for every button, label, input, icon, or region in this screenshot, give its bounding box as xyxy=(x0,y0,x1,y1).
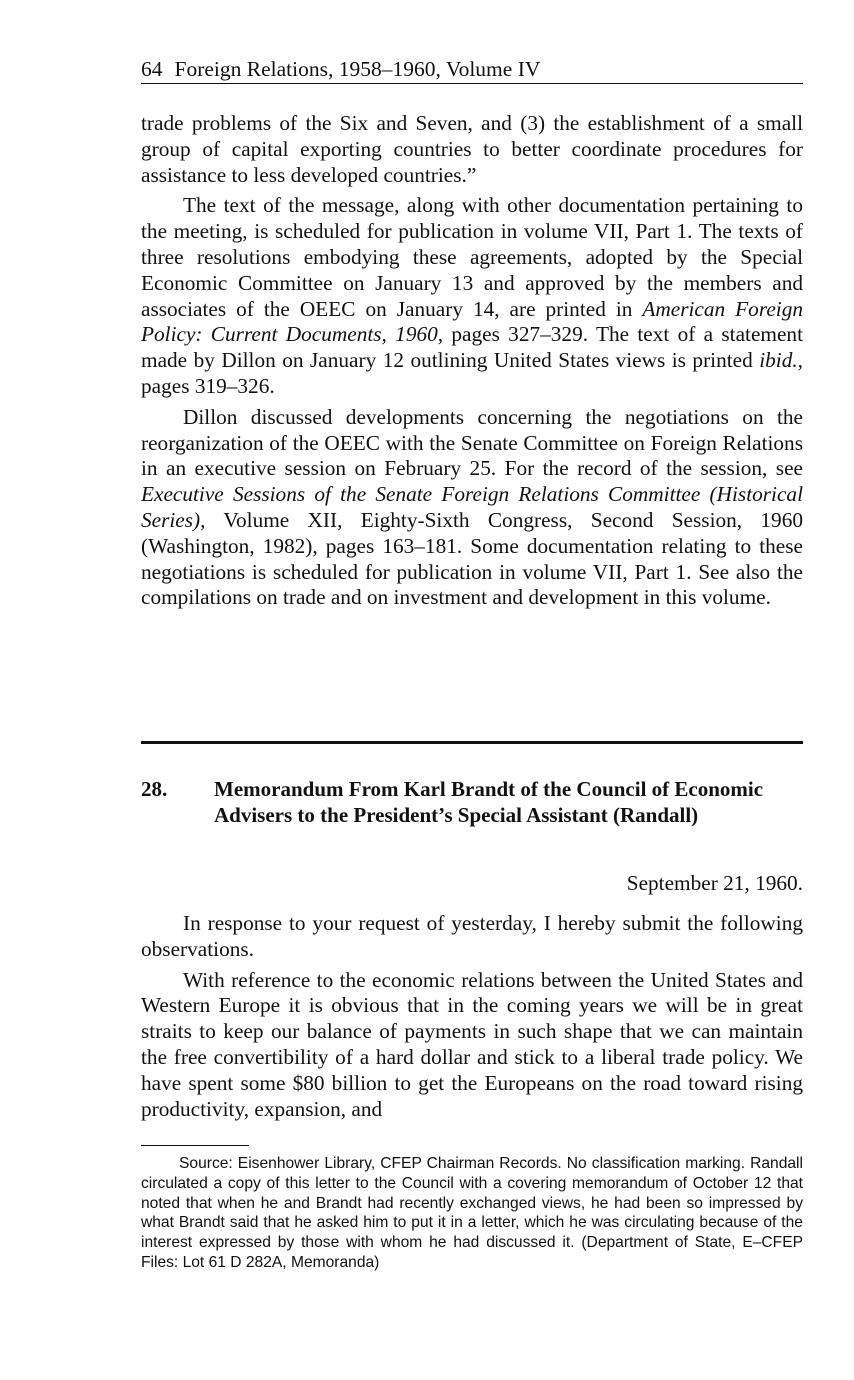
document-number: 28. xyxy=(141,777,168,801)
italic-title: Executive Sessions of the Senate Foreign Relations Committee (Historical Series), xyxy=(141,482,803,532)
running-header xyxy=(141,56,803,84)
paragraph-text: pages 319–326. xyxy=(141,373,275,398)
section-divider xyxy=(141,741,803,744)
footnote-rule xyxy=(141,1145,249,1146)
document-date: September 21, 1960. xyxy=(626,871,803,895)
paragraph-response: In response to your request of yesterday, I hereby submit the following observations. xyxy=(141,911,803,961)
document-title: Memorandum From Karl Brandt of the Council of Economic Advisers to the President’s Special Assistant (Randall) xyxy=(214,777,764,827)
page-number: 64 xyxy=(141,57,163,81)
italic-title: American Foreign Policy: Current Documents, 1960, xyxy=(141,296,803,347)
paragraph-text: trade problems of the Six and Seven, and (3) the establishment of a small group of capital exporting countries to better coordinate procedures for assistance to less developed countries.” xyxy=(141,111,803,187)
italic-ibid: ibid., xyxy=(759,348,803,373)
paragraph-text: pages 327–329. The text of a statement made by Dillon on January 12 outlining United States views is printed xyxy=(141,322,803,373)
paragraph-economic-relations: With reference to the economic relations between the United States and Western Europe it is obvious that in the coming years we will be in great straits to keep our balance of payments in such shape that we can maintain the free convertibility of a hard dollar and stick to a liberal trade policy. We have spent some $80 billion to get the Europeans on the road toward rising productivity, expansion, and xyxy=(141,967,803,1121)
source-footnote xyxy=(141,1154,803,1273)
footnote-text: Source: Eisenhower Library, CFEP Chairman Records. No classification marking. Randall circulated a copy of this letter to the Council with a covering memorandum of October 12 that noted that when he and Brandt had recently exchanged views, he had been so impressed by what Brandt said that he asked him to put it in a letter, which he was circulating because of the interest expressed by those with whom he had discussed it. (Department of State, E–CFEP Files: Lot 61 D 282A, Memoranda) xyxy=(141,1155,803,1271)
paragraph-text: The text of the message, along with other documentation pertaining to the meeting, is scheduled for publication in volume VII, Part 1. The texts of three resolutions embodying these agreements, adopted by the Special Economic Committee on January 13 and approved by the members and associates of the OEEC on January 14, are printed in xyxy=(141,193,803,321)
memorandum-body xyxy=(141,911,803,1122)
paragraph-continued xyxy=(141,111,803,188)
continued-text-block xyxy=(141,111,803,611)
paragraph-text: Dillon discussed developments concerning the negotiations on the reorganization of the OEEC with the Senate Committee on Foreign Relations in an executive session on February 25. For the record of the session, see xyxy=(141,404,803,481)
paragraph-dillon xyxy=(141,405,803,611)
document-heading xyxy=(141,776,803,828)
running-title: Foreign Relations, 1958–1960, Volume IV xyxy=(174,57,541,81)
paragraph-message-text xyxy=(141,193,803,399)
paragraph-text: Volume XII, Eighty-Sixth Congress, Second Session, 1960 (Washington, 1982), pages 163–181. Some documentation relating to these negotiations is scheduled for publication in volume VII, Part 1. See also the compilations on trade and on investment and development in this volume. xyxy=(141,507,803,610)
